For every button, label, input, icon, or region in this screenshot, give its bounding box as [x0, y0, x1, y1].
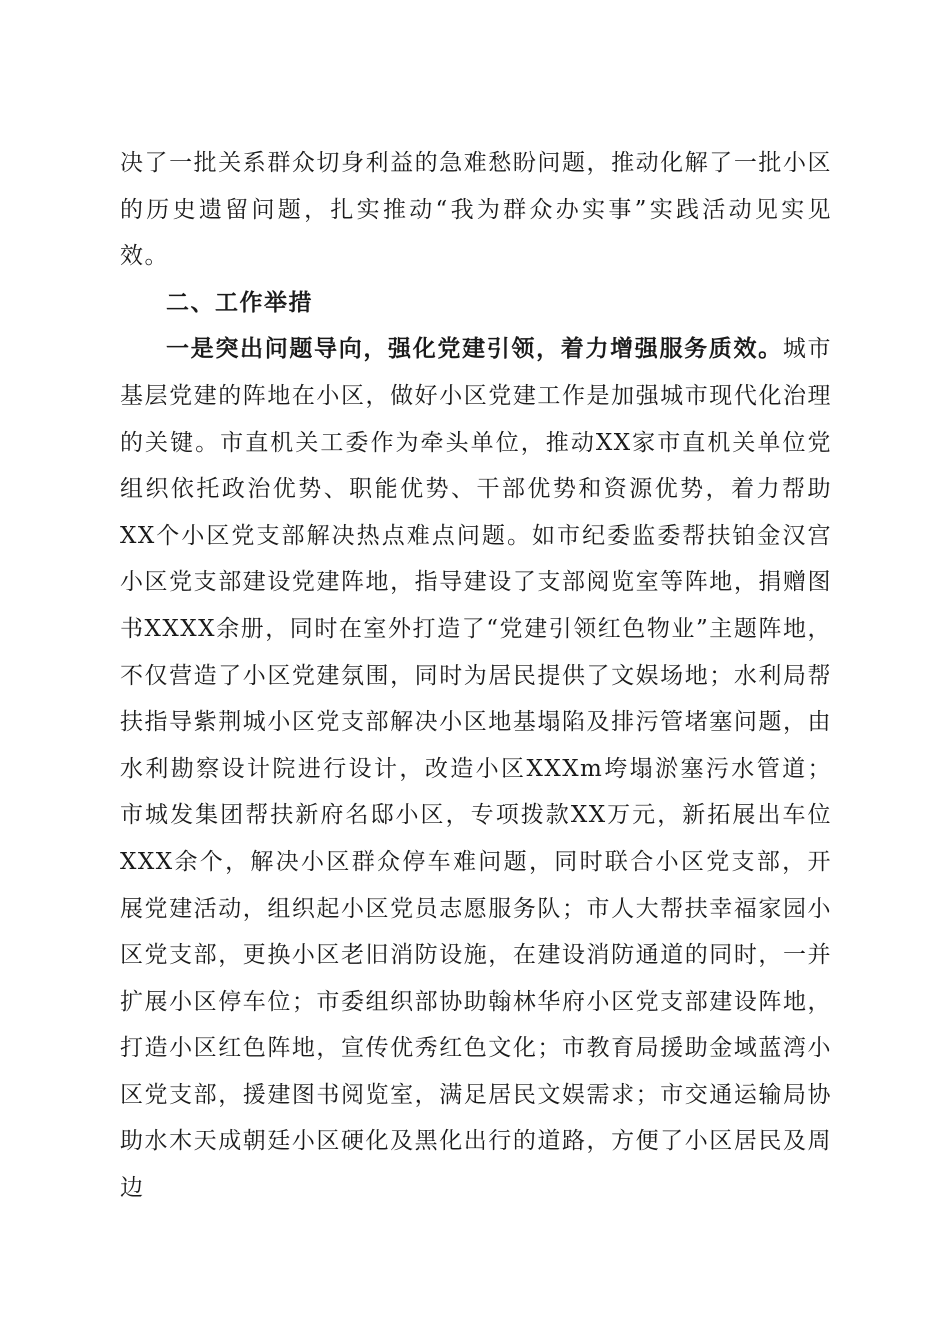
measures-paragraph — [120, 326, 832, 1211]
section-heading: 二、工作举措 — [166, 289, 313, 316]
document-body — [120, 140, 832, 1212]
continuation-paragraph: 决了一批关系群众切身利益的急难愁盼问题，推动化解了一批小区的历史遗留问题，扎实推动“我为群众办实事”实践活动见实见效。 — [120, 150, 832, 270]
paragraph-lead: 一是突出问题导向，强化党建引领，着力增强服务质效。 — [166, 335, 783, 363]
paragraph-body: 城市基层党建的阵地在小区，做好小区党建工作是加强城市现代化治理的关键。市直机关工委作为牵头单位，推动XX家市直机关单位党组织依托政治优势、职能优势、干部优势和资源优势，着力帮助XX个小区党支部解决热点难点问题。如市纪委监委帮扶铂金汉宫小区党支部建设党建阵地，指导建设了支部阅览室等阵地，捐赠图书XXXX余册，同时在室外打造了“党建引领红色物业”主题阵地，不仅营造了小区党建氛围，同时为居民提供了文娱场地；水利局帮扶指导紫荆城小区党支部解决小区地基塌陷及排污管堵塞问题，由水利勘察设计院进行设计，改造小区XXXm垮塌淤塞污水管道；市城发集团帮扶新府名邸小区，专项拨款XX万元，新拓展出车位XXX余个，解决小区群众停车难问题，同时联合小区党支部，开展党建活动，组织起小区党员志愿服务队；市人大帮扶幸福家园小区党支部，更换小区老旧消防设施，在建设消防通道的同时，一并扩展小区停车位；市委组织部协助翰林华府小区党支部建设阵地，打造小区红色阵地，宣传优秀红色文化；市教育局援助金域蓝湾小区党支部，援建图书阅览室，满足居民文娱需求；市交通运输局协助水木天成朝廷小区硬化及黑化出行的道路，方便了小区居民及周边 — [120, 336, 833, 1202]
